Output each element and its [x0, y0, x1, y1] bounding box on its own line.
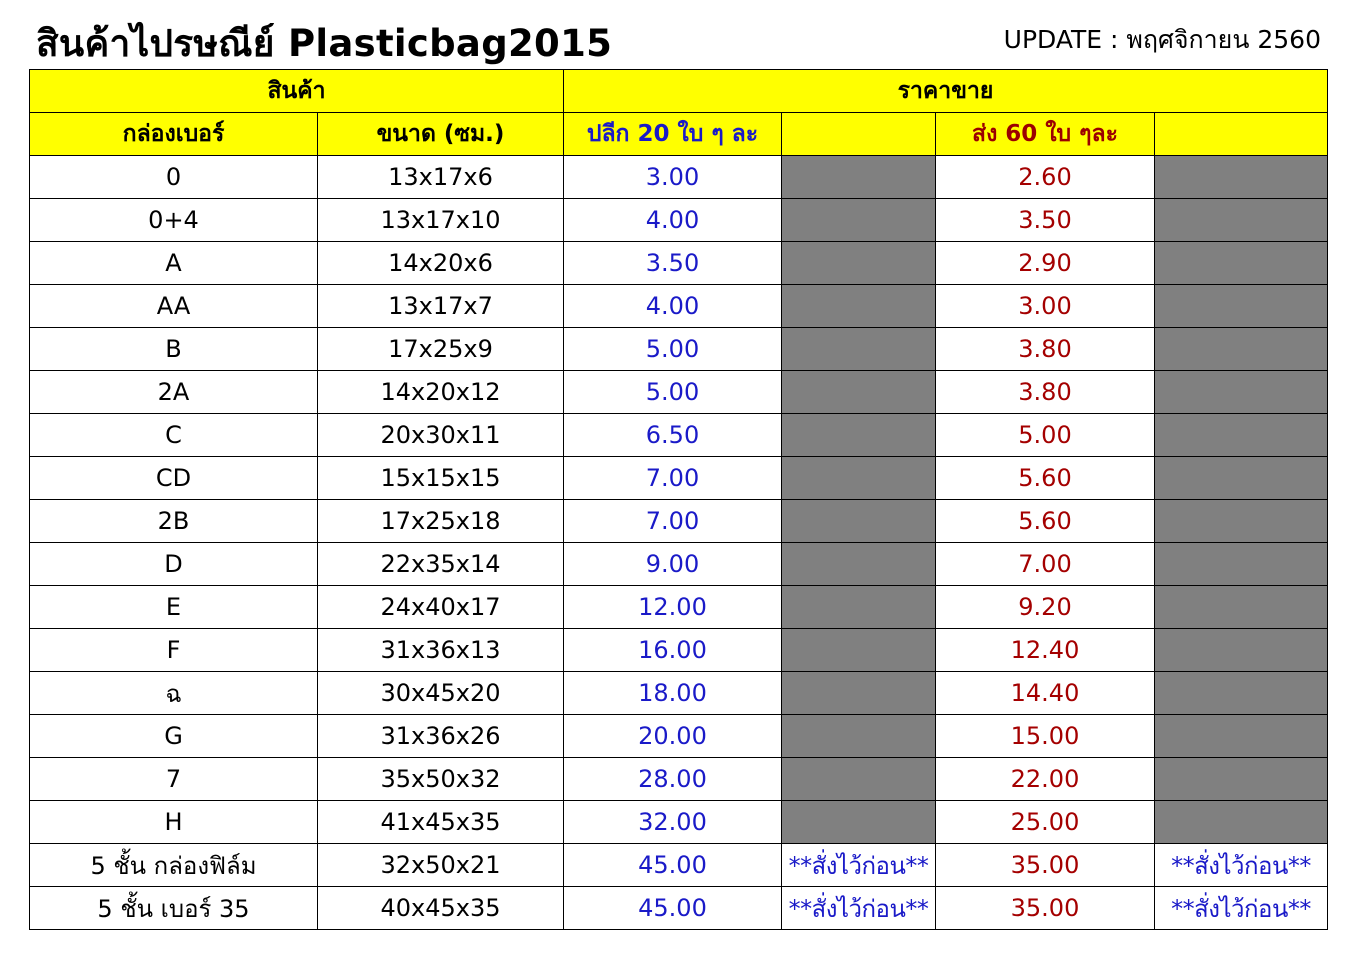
retail-price-cell: 5.00: [564, 371, 782, 414]
table-row: [30, 887, 1328, 930]
size-cell: 30x45x20: [318, 672, 564, 715]
table-row: [30, 371, 1328, 414]
size-cell: 14x20x12: [318, 371, 564, 414]
box-number-cell: 2B: [30, 500, 318, 543]
retail-note-cell: [782, 629, 936, 672]
wholesale-note-cell: [1155, 457, 1328, 500]
wholesale-price-cell: 9.20: [936, 586, 1155, 629]
table-row: [30, 801, 1328, 844]
retail-price-cell: 28.00: [564, 758, 782, 801]
retail-price-cell: 32.00: [564, 801, 782, 844]
wholesale-note-cell: [1155, 629, 1328, 672]
size-cell: 31x36x26: [318, 715, 564, 758]
table-row: [30, 199, 1328, 242]
wholesale-note-cell: [1155, 758, 1328, 801]
size-cell: 41x45x35: [318, 801, 564, 844]
retail-price-cell: 7.00: [564, 500, 782, 543]
box-number-cell: 0+4: [30, 199, 318, 242]
header-box-number: กล่องเบอร์: [30, 113, 318, 156]
box-number-cell: 7: [30, 758, 318, 801]
wholesale-price-cell: 7.00: [936, 543, 1155, 586]
wholesale-note-cell: [1155, 801, 1328, 844]
size-cell: 15x15x15: [318, 457, 564, 500]
retail-price-cell: 9.00: [564, 543, 782, 586]
wholesale-price-cell: 5.60: [936, 457, 1155, 500]
wholesale-note-cell: [1155, 586, 1328, 629]
size-cell: 24x40x17: [318, 586, 564, 629]
box-number-cell: B: [30, 328, 318, 371]
wholesale-price-cell: 3.80: [936, 371, 1155, 414]
retail-price-cell: 12.00: [564, 586, 782, 629]
retail-price-cell: 3.00: [564, 156, 782, 199]
size-cell: 32x50x21: [318, 844, 564, 887]
retail-price-cell: 3.50: [564, 242, 782, 285]
size-cell: 22x35x14: [318, 543, 564, 586]
retail-note-cell: **สั่งไว้ก่อน**: [782, 887, 936, 930]
header-row-group: [30, 70, 1328, 113]
wholesale-note-cell: [1155, 328, 1328, 371]
table-row: [30, 715, 1328, 758]
header-retail-price: ปลีก 20 ใบ ๆ ละ: [564, 113, 782, 156]
table-row: [30, 586, 1328, 629]
table-row: [30, 242, 1328, 285]
size-cell: 20x30x11: [318, 414, 564, 457]
wholesale-price-cell: 3.80: [936, 328, 1155, 371]
retail-note-cell: **สั่งไว้ก่อน**: [782, 844, 936, 887]
wholesale-price-cell: 15.00: [936, 715, 1155, 758]
table-row: [30, 414, 1328, 457]
size-cell: 35x50x32: [318, 758, 564, 801]
box-number-cell: AA: [30, 285, 318, 328]
box-number-cell: C: [30, 414, 318, 457]
table-row: [30, 543, 1328, 586]
box-number-cell: 5 ชั้น เบอร์ 35: [30, 887, 318, 930]
wholesale-note-cell: [1155, 500, 1328, 543]
wholesale-note-cell: **สั่งไว้ก่อน**: [1155, 844, 1328, 887]
size-cell: 31x36x13: [318, 629, 564, 672]
retail-note-cell: [782, 156, 936, 199]
size-cell: 13x17x7: [318, 285, 564, 328]
box-number-cell: D: [30, 543, 318, 586]
box-number-cell: CD: [30, 457, 318, 500]
wholesale-note-cell: [1155, 672, 1328, 715]
retail-note-cell: [782, 543, 936, 586]
header-retail-note: [782, 113, 936, 156]
box-number-cell: 2A: [30, 371, 318, 414]
size-cell: 13x17x10: [318, 199, 564, 242]
retail-note-cell: [782, 586, 936, 629]
wholesale-price-cell: 2.90: [936, 242, 1155, 285]
table-row: [30, 672, 1328, 715]
wholesale-price-cell: 2.60: [936, 156, 1155, 199]
wholesale-note-cell: [1155, 156, 1328, 199]
wholesale-note-cell: [1155, 242, 1328, 285]
wholesale-price-cell: 14.40: [936, 672, 1155, 715]
retail-note-cell: [782, 801, 936, 844]
wholesale-price-cell: 5.60: [936, 500, 1155, 543]
retail-price-cell: 20.00: [564, 715, 782, 758]
table-row: [30, 758, 1328, 801]
retail-price-cell: 18.00: [564, 672, 782, 715]
wholesale-price-cell: 3.50: [936, 199, 1155, 242]
retail-price-cell: 16.00: [564, 629, 782, 672]
retail-price-cell: 7.00: [564, 457, 782, 500]
box-number-cell: 0: [30, 156, 318, 199]
retail-price-cell: 5.00: [564, 328, 782, 371]
wholesale-price-cell: 35.00: [936, 844, 1155, 887]
wholesale-price-cell: 3.00: [936, 285, 1155, 328]
retail-note-cell: [782, 371, 936, 414]
table-row: [30, 156, 1328, 199]
table-row: [30, 500, 1328, 543]
table-row: [30, 844, 1328, 887]
wholesale-price-cell: 35.00: [936, 887, 1155, 930]
retail-price-cell: 45.00: [564, 844, 782, 887]
retail-note-cell: [782, 285, 936, 328]
retail-note-cell: [782, 414, 936, 457]
retail-note-cell: [782, 672, 936, 715]
wholesale-note-cell: [1155, 543, 1328, 586]
header-product: สินค้า: [30, 70, 564, 113]
table-row: [30, 285, 1328, 328]
box-number-cell: E: [30, 586, 318, 629]
header-size: ขนาด (ซม.): [318, 113, 564, 156]
box-number-cell: H: [30, 801, 318, 844]
size-cell: 17x25x9: [318, 328, 564, 371]
wholesale-price-cell: 25.00: [936, 801, 1155, 844]
retail-note-cell: [782, 242, 936, 285]
wholesale-note-cell: [1155, 371, 1328, 414]
box-number-cell: A: [30, 242, 318, 285]
retail-note-cell: [782, 500, 936, 543]
box-number-cell: ฉ: [30, 672, 318, 715]
table-row: [30, 457, 1328, 500]
header-price: ราคาขาย: [564, 70, 1328, 113]
wholesale-price-cell: 22.00: [936, 758, 1155, 801]
wholesale-price-cell: 5.00: [936, 414, 1155, 457]
header-row-columns: [30, 113, 1328, 156]
box-number-cell: 5 ชั้น กล่องฟิล์ม: [30, 844, 318, 887]
size-cell: 13x17x6: [318, 156, 564, 199]
update-date: UPDATE : พฤศจิกายน 2560: [1003, 25, 1321, 54]
table-row: [30, 328, 1328, 371]
wholesale-note-cell: [1155, 715, 1328, 758]
header-wholesale-note: [1155, 113, 1328, 156]
box-number-cell: F: [30, 629, 318, 672]
wholesale-note-cell: [1155, 199, 1328, 242]
wholesale-note-cell: **สั่งไว้ก่อน**: [1155, 887, 1328, 930]
header-wholesale-price: ส่ง 60 ใบ ๆละ: [936, 113, 1155, 156]
price-table: [29, 69, 1328, 930]
retail-note-cell: [782, 457, 936, 500]
table-row: [30, 629, 1328, 672]
wholesale-note-cell: [1155, 285, 1328, 328]
retail-note-cell: [782, 328, 936, 371]
retail-price-cell: 45.00: [564, 887, 782, 930]
wholesale-price-cell: 12.40: [936, 629, 1155, 672]
size-cell: 14x20x6: [318, 242, 564, 285]
wholesale-note-cell: [1155, 414, 1328, 457]
retail-note-cell: [782, 715, 936, 758]
retail-note-cell: [782, 199, 936, 242]
retail-note-cell: [782, 758, 936, 801]
size-cell: 17x25x18: [318, 500, 564, 543]
box-number-cell: G: [30, 715, 318, 758]
size-cell: 40x45x35: [318, 887, 564, 930]
page-title: สินค้าไปรษณีย์ Plasticbag2015: [36, 22, 613, 65]
retail-price-cell: 6.50: [564, 414, 782, 457]
retail-price-cell: 4.00: [564, 199, 782, 242]
retail-price-cell: 4.00: [564, 285, 782, 328]
